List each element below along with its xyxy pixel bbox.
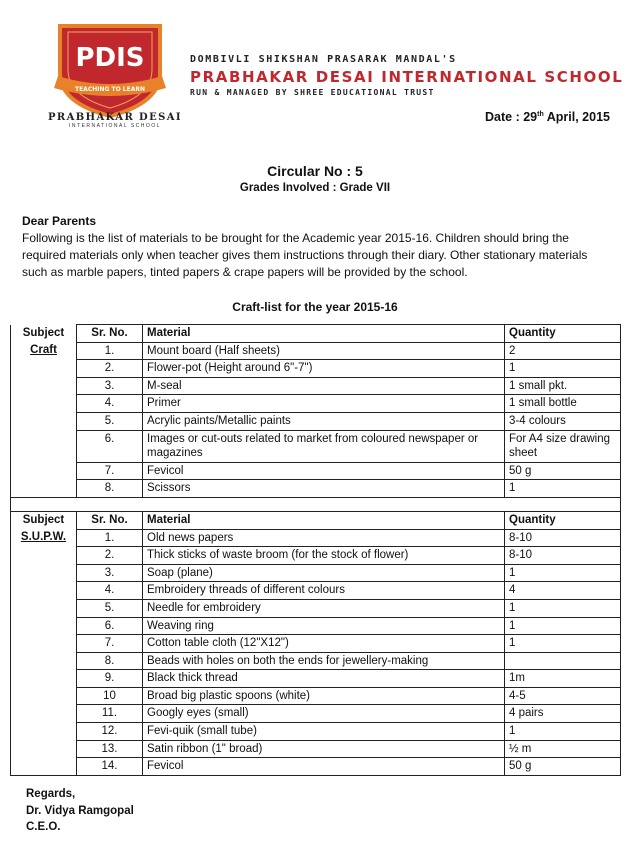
subject-cell (11, 687, 77, 705)
signatory-title: C.E.O. (26, 821, 61, 833)
quantity-cell: 50 g (505, 462, 621, 480)
material-cell: Fevicol (143, 462, 505, 480)
letter-body: Following is the list of materials to be brought for the Academic year 2015-16. Children should bring the required materials only when teacher gives them instructions through their diary. Other stationary materials such as marble papers, tinted papers & crape papers will be provided by the school. (22, 231, 588, 279)
sr-no-cell: 7. (77, 462, 143, 480)
closing-block (26, 786, 134, 836)
sr-no-cell: 10 (77, 687, 143, 705)
quantity-cell: 1 (505, 723, 621, 741)
school-name: PRABHAKAR DESAI INTERNATIONAL SCHOOL (190, 68, 624, 86)
table-row (11, 723, 621, 741)
material-cell: Beads with holes on both the ends for jewellery-making (143, 652, 505, 670)
sr-header: Sr. No. (77, 511, 143, 529)
logo-subcaption: INTERNATIONAL SCHOOL (69, 123, 161, 129)
letterhead (0, 0, 630, 140)
sr-no-cell: 12. (77, 723, 143, 741)
table-row (11, 599, 621, 617)
material-cell: Embroidery threads of different colours (143, 582, 505, 600)
material-cell: Fevicol (143, 758, 505, 776)
sr-no-cell: 9. (77, 670, 143, 688)
material-cell: Black thick thread (143, 670, 505, 688)
material-cell: Cotton table cloth (12"X12") (143, 635, 505, 653)
table-row (11, 564, 621, 582)
quantity-header: Quantity (505, 511, 621, 529)
gap-cell (11, 497, 621, 511)
subject-cell (11, 670, 77, 688)
material-cell: Scissors (143, 480, 505, 498)
sr-no-cell: 8. (77, 480, 143, 498)
sr-no-cell: 2. (77, 360, 143, 378)
quantity-cell: 8-10 (505, 529, 621, 547)
sr-no-cell: 5. (77, 412, 143, 430)
salutation: Dear Parents (22, 214, 97, 228)
table-row (11, 670, 621, 688)
table-row (11, 687, 621, 705)
table-row (11, 529, 621, 547)
sr-no-cell: 6. (77, 617, 143, 635)
grades-involved: Grades Involved : Grade VII (239, 182, 391, 194)
quantity-cell: 4 pairs (505, 705, 621, 723)
circular-number: Circular No : 5 (267, 163, 363, 179)
table-row (11, 430, 621, 462)
sr-no-cell: 11. (77, 705, 143, 723)
subject-cell (11, 430, 77, 462)
sr-no-cell: 13. (77, 740, 143, 758)
sr-no-cell: 3. (77, 564, 143, 582)
sr-no-cell: 7. (77, 635, 143, 653)
subject-cell (11, 635, 77, 653)
circular-date: Date : 29th April, 2015 (485, 110, 610, 124)
material-cell: Googly eyes (small) (143, 705, 505, 723)
table-row (11, 740, 621, 758)
table-header-row (11, 511, 621, 529)
subject-cell (11, 547, 77, 565)
quantity-cell: 8-10 (505, 547, 621, 565)
subject-cell (11, 395, 77, 413)
table-row (11, 395, 621, 413)
quantity-cell (505, 652, 621, 670)
subject-name: Craft (30, 344, 57, 357)
quantity-cell: 3-4 colours (505, 412, 621, 430)
sr-header: Sr. No. (77, 325, 143, 343)
material-header: Material (143, 511, 505, 529)
signatory-name: Dr. Vidya Ramgopal (26, 804, 134, 817)
quantity-cell: For A4 size drawing sheet (505, 430, 621, 462)
material-cell: Acrylic paints/Metallic paints (143, 412, 505, 430)
quantity-cell: 1 (505, 360, 621, 378)
subject-cell (11, 652, 77, 670)
material-cell: Thick sticks of waste broom (for the stock of flower) (143, 547, 505, 565)
material-cell: Fevi-quik (small tube) (143, 723, 505, 741)
quantity-cell: 1 small bottle (505, 395, 621, 413)
subject-header: Subject (11, 511, 77, 529)
sr-no-cell: 8. (77, 652, 143, 670)
sr-no-cell: 4. (77, 582, 143, 600)
organization-line: DOMBIVLI SHIKSHAN PRASARAK MANDAL'S (190, 54, 457, 65)
sr-no-cell: 5. (77, 599, 143, 617)
subject-cell (11, 617, 77, 635)
table-row (11, 758, 621, 776)
material-cell: Mount board (Half sheets) (143, 342, 505, 360)
material-cell: Broad big plastic spoons (white) (143, 687, 505, 705)
material-cell: Weaving ring (143, 617, 505, 635)
subject-cell (11, 740, 77, 758)
subject-cell (11, 599, 77, 617)
material-cell: Flower-pot (Height around 6"-7") (143, 360, 505, 378)
material-header: Material (143, 325, 505, 343)
quantity-cell: 1 (505, 635, 621, 653)
regards: Regards, (26, 788, 76, 800)
table-header-row (11, 325, 621, 343)
subject-header: Subject (11, 325, 77, 343)
sr-no-cell: 4. (77, 395, 143, 413)
quantity-cell: ½ m (505, 740, 621, 758)
table-row (11, 617, 621, 635)
subject-cell (11, 360, 77, 378)
subject-cell (11, 412, 77, 430)
table-row (11, 412, 621, 430)
table-row (11, 635, 621, 653)
sr-no-cell: 1. (77, 342, 143, 360)
table-row (11, 652, 621, 670)
quantity-header: Quantity (505, 325, 621, 343)
quantity-cell: 1 (505, 617, 621, 635)
sr-no-cell: 6. (77, 430, 143, 462)
subject-cell (11, 529, 77, 547)
craft-section (11, 325, 621, 498)
quantity-cell: 1 (505, 480, 621, 498)
quantity-cell: 4-5 (505, 687, 621, 705)
subject-cell (11, 462, 77, 480)
subject-cell (11, 377, 77, 395)
quantity-cell: 4 (505, 582, 621, 600)
subject-cell (11, 564, 77, 582)
quantity-cell: 1 small pkt. (505, 377, 621, 395)
table-row (11, 342, 621, 360)
material-cell: Images or cut-outs related to market from coloured newspaper or magazines (143, 430, 505, 462)
subject-cell (11, 480, 77, 498)
sr-no-cell: 14. (77, 758, 143, 776)
sr-no-cell: 2. (77, 547, 143, 565)
material-cell: Soap (plane) (143, 564, 505, 582)
supw-section (11, 511, 621, 775)
table-row (11, 480, 621, 498)
subject-name: S.U.P.W. (20, 531, 67, 544)
sr-no-cell: 1. (77, 529, 143, 547)
subject-cell (11, 705, 77, 723)
subject-cell (11, 723, 77, 741)
quantity-cell: 1 (505, 599, 621, 617)
subject-cell (11, 582, 77, 600)
logo-caption: PRABHAKAR DESAI (47, 112, 183, 123)
sr-no-cell: 3. (77, 377, 143, 395)
materials-table (10, 324, 621, 776)
quantity-cell: 1m (505, 670, 621, 688)
material-cell: Satin ribbon (1" broad) (143, 740, 505, 758)
logo-text: PDIS (75, 43, 145, 73)
trust-line: RUN & MANAGED BY SHREE EDUCATIONAL TRUST (190, 88, 435, 97)
table-row (11, 360, 621, 378)
table-row (11, 582, 621, 600)
table-row (11, 377, 621, 395)
material-cell: Needle for embroidery (143, 599, 505, 617)
table-row (11, 547, 621, 565)
section-gap (11, 497, 621, 511)
list-title: Craft-list for the year 2015-16 (232, 300, 398, 314)
table-row (11, 705, 621, 723)
table-row (11, 462, 621, 480)
subject-cell (11, 758, 77, 776)
quantity-cell: 1 (505, 564, 621, 582)
material-cell: Old news papers (143, 529, 505, 547)
logo-ribbon-text: TEACHING TO LEARN (74, 86, 146, 93)
material-cell: Primer (143, 395, 505, 413)
quantity-cell: 2 (505, 342, 621, 360)
material-cell: M-seal (143, 377, 505, 395)
quantity-cell: 50 g (505, 758, 621, 776)
subject-cell (11, 342, 77, 360)
